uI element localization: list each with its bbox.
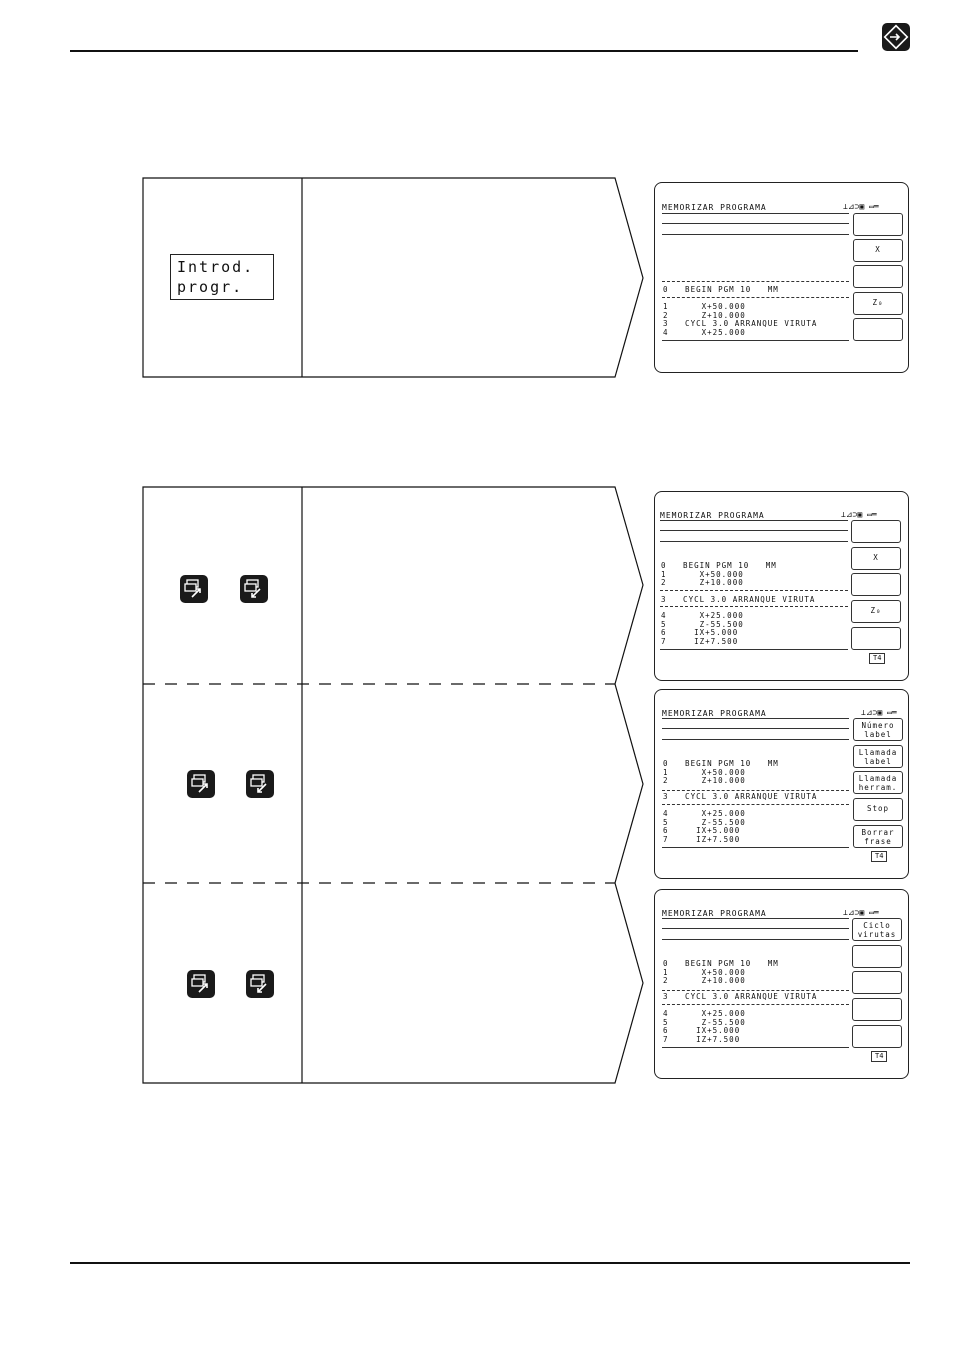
screen-step3 (654, 689, 909, 879)
lcd-line-2: progr. (177, 278, 244, 296)
program-edit-icon (882, 23, 910, 51)
arrow-down-icon[interactable] (246, 770, 274, 798)
screen-step2 (654, 491, 909, 681)
softkey-3[interactable] (851, 573, 901, 596)
softkey-delete-block[interactable]: Borrar frase (853, 825, 903, 848)
softkey-1[interactable] (853, 213, 903, 236)
tool-tag: T4 (869, 653, 885, 664)
tool-tag: T4 (871, 1051, 887, 1062)
program-listing-before: 0 BEGIN PGM 10 MM 1 X+50.000 2 Z+10.000 (663, 759, 779, 785)
arrow-up-icon[interactable] (187, 970, 215, 998)
program-listing-after: 4 X+25.000 5 Z-55.500 6 IX+5.000 7 IZ+7.500 (663, 1009, 746, 1044)
screen-title: MEMORIZAR PROGRAMA (660, 511, 765, 520)
softkey-5[interactable] (853, 318, 903, 341)
program-block-current: 0 BEGIN PGM 10 MM (663, 285, 779, 294)
softkey-2[interactable] (852, 945, 902, 968)
softkey-4[interactable] (852, 998, 902, 1021)
softkey-3[interactable] (852, 971, 902, 994)
program-listing: 1 X+50.000 2 Z+10.000 3 CYCL 3.0 ARRANQUE VIRUTA 4 X+25.000 (663, 302, 818, 337)
status-icons: ⊥⊿⊃▣ ▭═ (843, 908, 879, 917)
softkey-1[interactable] (851, 520, 901, 543)
softkey-x[interactable]: X (853, 239, 903, 262)
top-rule (70, 50, 858, 52)
softkey-cutting-cycle[interactable]: Ciclo virutas (852, 918, 902, 941)
program-listing-after: 4 X+25.000 5 Z-55.500 6 IX+5.000 7 IZ+7.500 (661, 611, 744, 646)
program-block-current: 3 CYCL 3.0 ARRANQUE VIRUTA (661, 595, 816, 604)
softkey-z0[interactable]: Z₀ (851, 600, 901, 623)
softkey-call-label[interactable]: Llamada label (853, 745, 903, 768)
arrow-down-icon[interactable] (240, 575, 268, 603)
program-block-current: 3 CYCL 3.0 ARRANQUE VIRUTA (663, 792, 818, 801)
program-block-current: 3 CYCL 3.0 ARRANQUE VIRUTA (663, 992, 818, 1001)
screen-title: MEMORIZAR PROGRAMA (662, 709, 767, 718)
softkey-stop[interactable]: Stop (853, 798, 903, 821)
softkey-5[interactable] (852, 1025, 902, 1048)
screen-title: MEMORIZAR PROGRAMA (662, 203, 767, 212)
softkey-5[interactable] (851, 627, 901, 650)
lcd-line-1: Introd. (177, 258, 255, 276)
softkey-call-tool[interactable]: Llamada herram. (853, 771, 903, 794)
program-listing-before: 0 BEGIN PGM 10 MM 1 X+50.000 2 Z+10.000 (661, 561, 777, 587)
softkey-3[interactable] (853, 265, 903, 288)
program-listing-after: 4 X+25.000 5 Z-55.500 6 IX+5.000 7 IZ+7.500 (663, 809, 746, 844)
status-icons: ⊥⊿⊃▣ ▭═ (861, 708, 897, 717)
program-listing-before: 0 BEGIN PGM 10 MM 1 X+50.000 2 Z+10.000 (663, 959, 779, 985)
softkey-label-number[interactable]: Número label (853, 718, 903, 741)
arrow-up-icon[interactable] (180, 575, 208, 603)
arrow-up-icon[interactable] (187, 770, 215, 798)
softkey-x[interactable]: X (851, 547, 901, 570)
tool-tag: T4 (871, 851, 887, 862)
status-icons: ⊥⊿⊃▣ ▭═ (841, 510, 877, 519)
softkey-z0[interactable]: Z₀ (853, 292, 903, 315)
intro-program-key-label[interactable] (170, 254, 274, 300)
screen-title: MEMORIZAR PROGRAMA (662, 909, 767, 918)
bottom-rule (70, 1262, 910, 1264)
arrow-down-icon[interactable] (246, 970, 274, 998)
status-icons: ⊥⊿⊃▣ ▭═ (843, 202, 879, 211)
screen-step4 (654, 889, 909, 1079)
screen-step1 (654, 182, 909, 373)
